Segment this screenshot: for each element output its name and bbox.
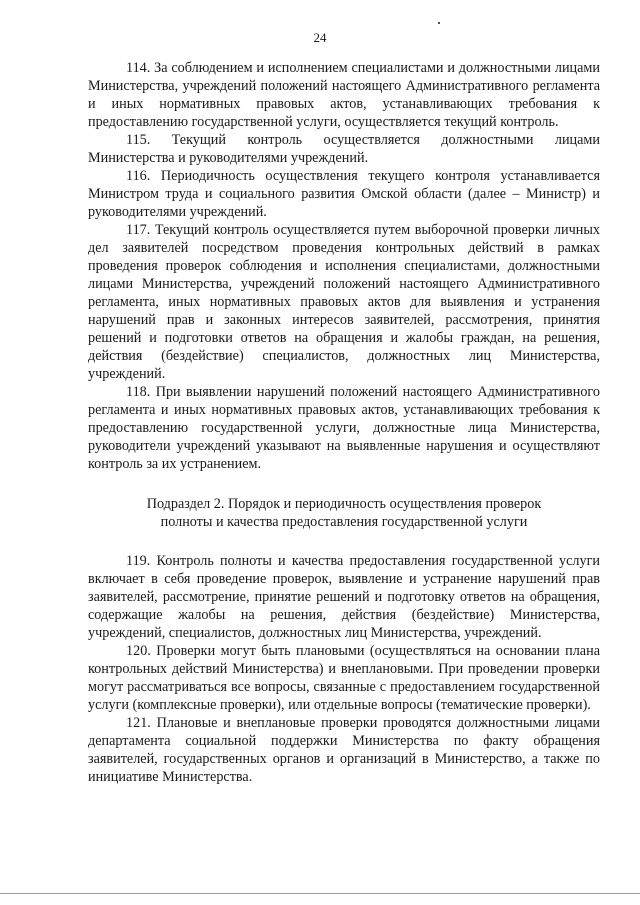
paragraph-116: 116. Периодичность осуществления текущего контроля устанавливается Министром труда и социального развития Омской области (далее – Министр) и руководителями учреждений. [88, 168, 600, 220]
paragraph-118: 118. При выявлении нарушений положений настоящего Административного регламента и иных нормативных правовых актов, устанавливающих требования к предоставлению государственной услуги, должностные лица Министерства, руководители учреждений указывают на выявленные нарушения и осуществляют контроль за их устранением. [88, 384, 600, 472]
paragraph-117: 117. Текущий контроль осуществляется путем выборочной проверки личных дел заявителей посредством проведения контрольных действий в рамках проведения проверок соблюдения и исполнения специалистами, должностными лицами Министерства, учреждений положений настоящего Административного регламента, иных нормативных правовых актов для выявления и устранения нарушений прав и законных интересов заявителей, рассмотрения, принятия решений и подготовки ответов на обращения и жалобы граждан, на решения, действия (бездействие) специалистов, должностных лиц Министерства, учреждений. [88, 222, 600, 382]
paragraph-115: 115. Текущий контроль осуществляется должностными лицами Министерства и руководителями учреждений. [88, 132, 600, 166]
subsection-heading [88, 495, 600, 531]
paragraph-114: 114. За соблюдением и исполнением специалистами и должностными лицами Министерства, учреждений положений настоящего Административного регламента и иных нормативных правовых актов, устанавливающих требования к предоставлению государственной услуги, осуществляется текущий контроль. [88, 60, 600, 130]
scan-bottom-edge [0, 893, 640, 894]
document-body [88, 59, 600, 786]
subsection-heading-line-1: Подраздел 2. Порядок и периодичность осуществления проверок [146, 496, 542, 512]
paragraph-121: 121. Плановые и внеплановые проверки проводятся должностными лицами департамента социальной поддержки Министерства по факту обращения заявителей, государственных органов и организаций в Министерство, а также по инициативе Министерства. [88, 715, 600, 785]
paragraph-120: 120. Проверки могут быть плановыми (осуществляться на основании плана контрольных действий Министерства) и внеплановыми. При проведении проверки могут рассматриваться все вопросы, связанные с предоставлением государственной услуги (комплексные проверки), или отдельные вопросы (тематические проверки). [88, 643, 600, 713]
scan-speck [438, 22, 440, 24]
paragraph-119: 119. Контроль полноты и качества предоставления государственной услуги включает в себя проведение проверок, выявление и устранение нарушений прав заявителей, рассмотрение, принятие решений и подготовку ответов на обращения, содержащие жалобы на решения, действия (бездействие) Министерства, учреждений, специалистов, должностных лиц Министерства, учреждений. [88, 553, 600, 641]
page-number: 24 [313, 30, 327, 45]
subsection-heading-line-2: полноты и качества предоставления государственной услуги [160, 514, 528, 530]
